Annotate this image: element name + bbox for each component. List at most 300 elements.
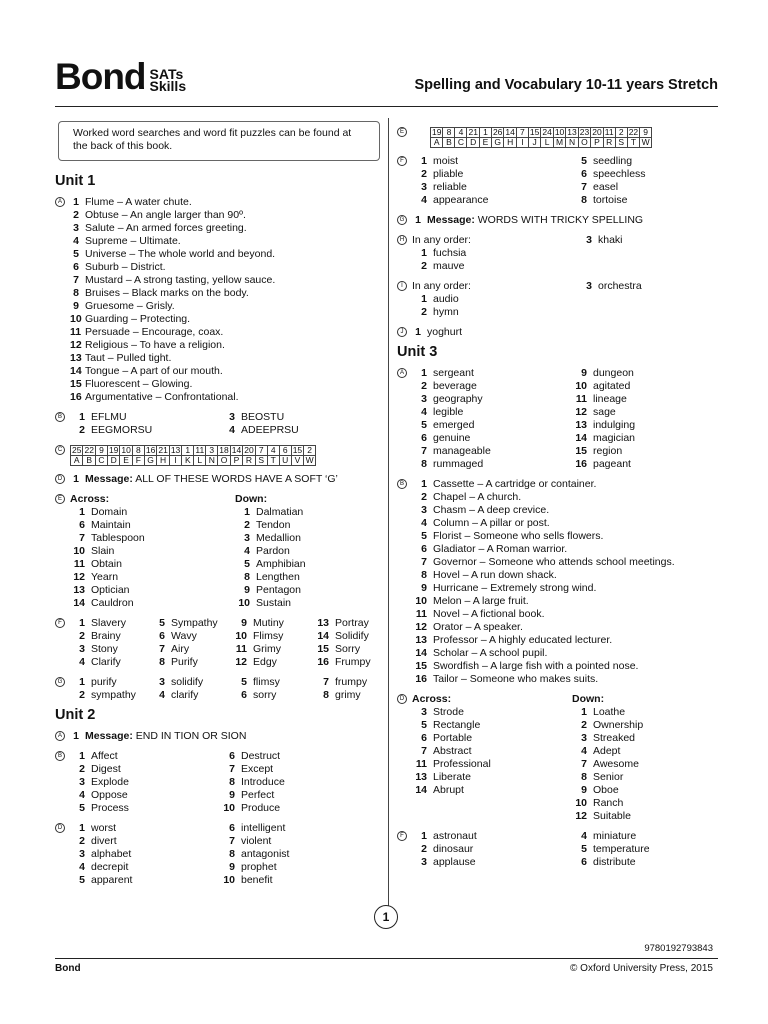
- list-item: [70, 196, 380, 209]
- item-number: 7: [229, 835, 235, 847]
- code-cell: I: [169, 456, 181, 466]
- code-cell: R: [603, 138, 615, 148]
- item-number: 1: [421, 478, 427, 490]
- item-text: ADEEPRSU: [241, 424, 299, 436]
- item-number: 7: [323, 676, 329, 688]
- list-item: [412, 367, 572, 380]
- list-item: [412, 634, 717, 647]
- list-item: [572, 181, 717, 194]
- item-number: 5: [159, 617, 165, 629]
- item-text: Ranch: [593, 797, 624, 809]
- item-text: Awesome: [593, 758, 639, 770]
- code-cell: 9: [640, 128, 652, 138]
- list-item: [70, 689, 150, 702]
- list-item: [220, 424, 380, 437]
- list-item: [232, 676, 314, 689]
- section-marker-g: G: [55, 677, 65, 687]
- item-number: 9: [581, 784, 587, 796]
- list-item: [70, 597, 235, 610]
- item-text: Cassette – A cartridge or container.: [433, 478, 597, 490]
- item-text: speechless: [593, 168, 646, 180]
- item-text: dungeon: [593, 367, 634, 379]
- item-number: 10: [223, 874, 235, 886]
- code-cell: 23: [579, 127, 590, 137]
- item-text: Slain: [91, 545, 115, 557]
- list-item: [572, 432, 717, 445]
- item-text: alphabet: [91, 848, 132, 860]
- list-item: [70, 424, 220, 437]
- list-item: [70, 519, 235, 532]
- list-item: [150, 676, 232, 689]
- item-text: Scholar – A school pupil.: [433, 647, 548, 659]
- code-cell: D: [107, 456, 119, 466]
- item-number: 3: [581, 732, 587, 744]
- code-cell: 22: [628, 127, 639, 137]
- item-text: tortoise: [593, 194, 628, 206]
- u1-section-f: [55, 617, 380, 669]
- item-text: pliable: [433, 168, 464, 180]
- item-text: lineage: [593, 393, 627, 405]
- list-item: [412, 517, 717, 530]
- item-text: benefit: [241, 874, 273, 886]
- item-text: Abstract: [433, 745, 472, 757]
- list-item: [412, 608, 717, 621]
- list-item: [572, 168, 717, 181]
- list-item: [70, 802, 220, 815]
- list-item: [235, 506, 380, 519]
- item-text: Senior: [593, 771, 624, 783]
- list-item: [412, 830, 572, 843]
- item-text: Slavery: [91, 617, 127, 629]
- item-text: Suitable: [593, 810, 631, 822]
- code-cell: B: [443, 138, 455, 148]
- item-number: 13: [73, 584, 85, 596]
- list-item: [412, 504, 717, 517]
- list-item: [412, 569, 717, 582]
- item-number: 4: [79, 656, 85, 668]
- item-text: Fluorescent – Glowing.: [85, 378, 193, 390]
- item-number: 9: [229, 861, 235, 873]
- item-number: 6: [421, 432, 427, 444]
- list-item: [70, 274, 380, 287]
- item-number: 5: [581, 843, 587, 855]
- item-number: 11: [70, 326, 82, 338]
- item-number: 11: [73, 558, 85, 570]
- item-number: 16: [317, 656, 329, 668]
- item-number: 1: [79, 822, 85, 834]
- item-text: Abrupt: [433, 784, 464, 796]
- item-text: Hurricane – Extremely strong wind.: [433, 582, 597, 594]
- item-number: 1: [421, 830, 427, 842]
- item-text: clarify: [171, 689, 199, 701]
- code-cell: 7: [255, 446, 267, 456]
- list-item: [572, 445, 717, 458]
- item-text: Rectangle: [433, 719, 481, 731]
- u2-section-h: [397, 234, 717, 273]
- list-item: [572, 856, 717, 869]
- list-item: [572, 771, 717, 784]
- item-text: Flume – A water chute.: [85, 196, 192, 208]
- list-item: [412, 673, 717, 686]
- item-text: Maintain: [91, 519, 131, 531]
- item-text: genuine: [433, 432, 471, 444]
- code-cell: I: [516, 138, 528, 148]
- item-number: 5: [79, 802, 85, 814]
- list-item: [412, 843, 572, 856]
- item-number: 3: [244, 532, 250, 544]
- code-cell: 13: [170, 445, 181, 455]
- item-number: 1: [421, 367, 427, 379]
- item-number: 8: [421, 458, 427, 470]
- item-text: Column – A pillar or post.: [433, 517, 550, 529]
- item-text: Adept: [593, 745, 621, 757]
- item-number: 1: [73, 196, 79, 208]
- item-text: Dalmatian: [256, 506, 304, 518]
- item-text: Tailor – Someone who makes suits.: [433, 673, 599, 685]
- down-label: Down:: [572, 693, 605, 705]
- item-number: 8: [421, 569, 427, 581]
- code-cell: 7: [516, 128, 528, 138]
- code-cell: 8: [132, 446, 144, 456]
- item-text: Frumpy: [335, 656, 371, 668]
- code-cell: G: [491, 138, 503, 148]
- list-item: [220, 776, 380, 789]
- section-marker-h: H: [397, 235, 407, 245]
- list-item: [220, 822, 380, 835]
- item-number: 10: [238, 597, 250, 609]
- list-item: [232, 689, 314, 702]
- list-item: [232, 617, 314, 630]
- item-text: region: [593, 445, 623, 457]
- item-number: 1: [79, 411, 85, 423]
- item-text: Process: [91, 802, 129, 814]
- item-number: 14: [317, 630, 329, 642]
- code-cell: K: [182, 456, 194, 466]
- item-number: 4: [581, 830, 587, 842]
- item-text: Mutiny: [253, 617, 284, 629]
- item-number: 7: [581, 758, 587, 770]
- code-cell: 26: [492, 127, 503, 137]
- item-number: 3: [79, 848, 85, 860]
- u1-section-c: [55, 444, 380, 466]
- item-text: Wavy: [171, 630, 197, 642]
- code-cell: 6: [279, 446, 291, 456]
- code-cell: T: [267, 456, 279, 466]
- item-number: 1: [421, 293, 427, 305]
- code-cell: 2: [615, 128, 627, 138]
- list-item: [70, 209, 380, 222]
- item-number: 4: [79, 861, 85, 873]
- list-item: [412, 556, 717, 569]
- item-number: 6: [581, 856, 587, 868]
- u1-section-e: [55, 493, 380, 610]
- item-number: 12: [70, 339, 82, 351]
- item-number: 10: [415, 595, 427, 607]
- list-item: [70, 506, 235, 519]
- item-text: Affect: [91, 750, 118, 762]
- item-number: 6: [229, 750, 235, 762]
- code-cell: J: [528, 138, 540, 148]
- code-cell: P: [230, 456, 242, 466]
- item-number: 11: [415, 608, 427, 620]
- item-text: flimsy: [253, 676, 280, 688]
- list-item: [412, 771, 572, 784]
- item-number: 2: [581, 719, 587, 731]
- item-number: 14: [73, 597, 85, 609]
- code-cell: C: [455, 138, 467, 148]
- item-text: prophet: [241, 861, 277, 873]
- list-item: [70, 643, 150, 656]
- item-number: 4: [229, 424, 235, 436]
- item-text: Medallion: [256, 532, 301, 544]
- item-number: 7: [421, 745, 427, 757]
- across-label: Across:: [412, 693, 452, 705]
- item-text: hymn: [433, 306, 459, 318]
- item-number: 5: [241, 676, 247, 688]
- item-number: 7: [581, 181, 587, 193]
- item-number: 15: [575, 445, 587, 457]
- item-number: 13: [317, 617, 329, 629]
- item-number: 5: [244, 558, 250, 570]
- list-item: [70, 861, 220, 874]
- item-number: 7: [421, 445, 427, 457]
- item-text: Salute – An armed forces greeting.: [85, 222, 247, 234]
- copyright: © Oxford University Press, 2015: [570, 963, 713, 974]
- list-item: [572, 194, 717, 207]
- item-text: Suburb – District.: [85, 261, 166, 273]
- item-text: apparent: [91, 874, 133, 886]
- list-item: [150, 656, 232, 669]
- list-item: [70, 545, 235, 558]
- item-number: 2: [244, 519, 250, 531]
- item-number: 7: [421, 556, 427, 568]
- item-number: 12: [575, 810, 587, 822]
- item-number: 10: [73, 545, 85, 557]
- code-cell: 21: [158, 445, 168, 455]
- item-number: 11: [235, 643, 247, 655]
- item-text: emerged: [433, 419, 475, 431]
- item-number: 1: [244, 506, 250, 518]
- item-text: Universe – The whole world and beyond.: [85, 248, 276, 260]
- item-text: Cauldron: [91, 597, 134, 609]
- code-cell: N: [206, 456, 218, 466]
- list-item: [232, 643, 314, 656]
- item-number: 1: [421, 155, 427, 167]
- across-label: Across:: [70, 493, 110, 505]
- item-number: 5: [73, 248, 79, 260]
- item-text: magician: [593, 432, 636, 444]
- item-number: 6: [79, 519, 85, 531]
- item-text: Grimy: [253, 643, 281, 655]
- code-cell: O: [578, 138, 590, 148]
- code-cell: G: [144, 456, 156, 466]
- list-item: [314, 643, 380, 656]
- item-number: 16: [575, 458, 587, 470]
- item-number: 9: [244, 584, 250, 596]
- item-text: audio: [433, 293, 459, 305]
- any-order-label: In any order:: [412, 280, 471, 292]
- item-number: 4: [581, 745, 587, 757]
- code-cell: 15: [529, 127, 540, 137]
- list-item: [235, 558, 380, 571]
- list-item: [314, 676, 380, 689]
- item-text: Supreme – Ultimate.: [85, 235, 181, 247]
- item-number: 13: [415, 771, 427, 783]
- code-cell: D: [467, 138, 479, 148]
- list-item: [412, 582, 717, 595]
- item-number: 15: [70, 378, 82, 390]
- item-text: Bruises – Black marks on the body.: [85, 287, 249, 299]
- u2-section-b: [55, 750, 380, 815]
- item-number: 2: [421, 168, 427, 180]
- document-title: Spelling and Vocabulary 10-11 years Stretch: [414, 77, 718, 93]
- list-item: [412, 168, 572, 181]
- list-item: [235, 584, 380, 597]
- list-item: [572, 419, 717, 432]
- code-cell: L: [194, 456, 206, 466]
- item-text: Airy: [171, 643, 190, 655]
- empty-cell: [412, 810, 572, 823]
- item-number: 3: [421, 706, 427, 718]
- list-item: [70, 874, 220, 887]
- list-item: [235, 571, 380, 584]
- item-text: appearance: [433, 194, 489, 206]
- u2-section-e: [397, 126, 717, 148]
- item-text: Tongue – A part of our mouth.: [85, 365, 223, 377]
- item-text: astronaut: [433, 830, 477, 842]
- isbn: 9780192793843: [644, 943, 713, 954]
- item-text: fuchsia: [433, 247, 467, 259]
- code-cell: 8: [443, 128, 455, 138]
- list-item: [572, 745, 717, 758]
- item-text: Taut – Pulled tight.: [85, 352, 172, 364]
- item-number: 13: [575, 419, 587, 431]
- item-number: 8: [229, 848, 235, 860]
- list-item: [70, 287, 380, 300]
- item-text: decrepit: [91, 861, 129, 873]
- item-text: beverage: [433, 380, 477, 392]
- u2-section-i: [397, 280, 717, 319]
- u3-section-b: [397, 478, 717, 686]
- item-text: Gruesome – Grisly.: [85, 300, 175, 312]
- list-item: [70, 352, 380, 365]
- item-number: 9: [229, 789, 235, 801]
- list-item: [70, 656, 150, 669]
- item-text: Orator – A speaker.: [433, 621, 523, 633]
- item-number: 5: [421, 530, 427, 542]
- list-item: [70, 248, 380, 261]
- list-item: [412, 293, 577, 306]
- u3-section-d: [397, 693, 717, 823]
- item-number: 12: [415, 621, 427, 633]
- down-label: Down:: [235, 493, 268, 505]
- footer-rule: [55, 958, 718, 959]
- code-cell: C: [95, 456, 107, 466]
- list-item: [70, 848, 220, 861]
- empty-cell: [412, 797, 572, 810]
- item-text: sergeant: [433, 367, 474, 379]
- list-item: [412, 432, 572, 445]
- item-text: Gladiator – A Roman warrior.: [433, 543, 568, 555]
- list-item: [232, 630, 314, 643]
- list-item: [314, 630, 380, 643]
- right-column: [397, 126, 717, 876]
- item-text: Except: [241, 763, 274, 775]
- item-number: 5: [421, 419, 427, 431]
- list-item: [70, 763, 220, 776]
- item-text: Destruct: [241, 750, 281, 762]
- item-number: 1: [79, 676, 85, 688]
- list-item: [70, 378, 380, 391]
- list-item: [70, 789, 220, 802]
- list-item: [220, 750, 380, 763]
- list-item: [572, 393, 717, 406]
- item-text: Professional: [433, 758, 491, 770]
- item-number: 6: [421, 732, 427, 744]
- list-item: [232, 656, 314, 669]
- item-number: 14: [415, 784, 427, 796]
- item-text: sympathy: [91, 689, 136, 701]
- item-number: 4: [73, 235, 79, 247]
- list-item: [220, 848, 380, 861]
- item-number: 6: [581, 168, 587, 180]
- item-text: Yearn: [91, 571, 119, 583]
- item-number: 12: [73, 571, 85, 583]
- code-cell: R: [243, 456, 255, 466]
- code-cell: N: [566, 138, 578, 148]
- list-item: [572, 380, 717, 393]
- item-text: rummaged: [433, 458, 484, 470]
- list-item: [412, 458, 572, 471]
- list-item: [70, 630, 150, 643]
- code-cell: 10: [121, 445, 131, 455]
- item-text: Argumentative – Confrontational.: [85, 391, 239, 403]
- item-text: miniature: [593, 830, 637, 842]
- section-marker-j: J: [397, 327, 407, 337]
- item-number: 8: [159, 656, 165, 668]
- item-text: Governor – Someone who attends school meetings.: [433, 556, 675, 568]
- item-number: 13: [415, 634, 427, 646]
- list-item: [235, 545, 380, 558]
- brand-subtitle: SATs Skills: [149, 66, 187, 94]
- item-number: 8: [73, 287, 79, 299]
- code-cell: S: [615, 138, 627, 148]
- list-item: [220, 411, 380, 424]
- code-cell: 18: [219, 445, 229, 455]
- code-cell: H: [504, 138, 516, 148]
- list-item: [572, 758, 717, 771]
- item-text: Solidify: [335, 630, 369, 642]
- item-text: Melon – A large fruit.: [433, 595, 529, 607]
- item-number: 10: [575, 380, 587, 392]
- item-number: 5: [581, 155, 587, 167]
- item-text: Amphibian: [256, 558, 306, 570]
- item-number: 10: [575, 797, 587, 809]
- item-text: Sorry: [335, 643, 361, 655]
- item-number: 7: [73, 274, 79, 286]
- list-item: [572, 843, 717, 856]
- list-item: [235, 519, 380, 532]
- item-text: Novel – A fictional book.: [433, 608, 545, 620]
- item-text: Sustain: [256, 597, 292, 609]
- code-cell: E: [479, 138, 491, 148]
- item-text: Ownership: [593, 719, 644, 731]
- item-text: seedling: [593, 155, 633, 167]
- u1-section-a: [55, 196, 380, 404]
- code-cell: 1: [182, 446, 194, 456]
- item-number: 3: [421, 856, 427, 868]
- section-marker-a: A: [55, 731, 65, 741]
